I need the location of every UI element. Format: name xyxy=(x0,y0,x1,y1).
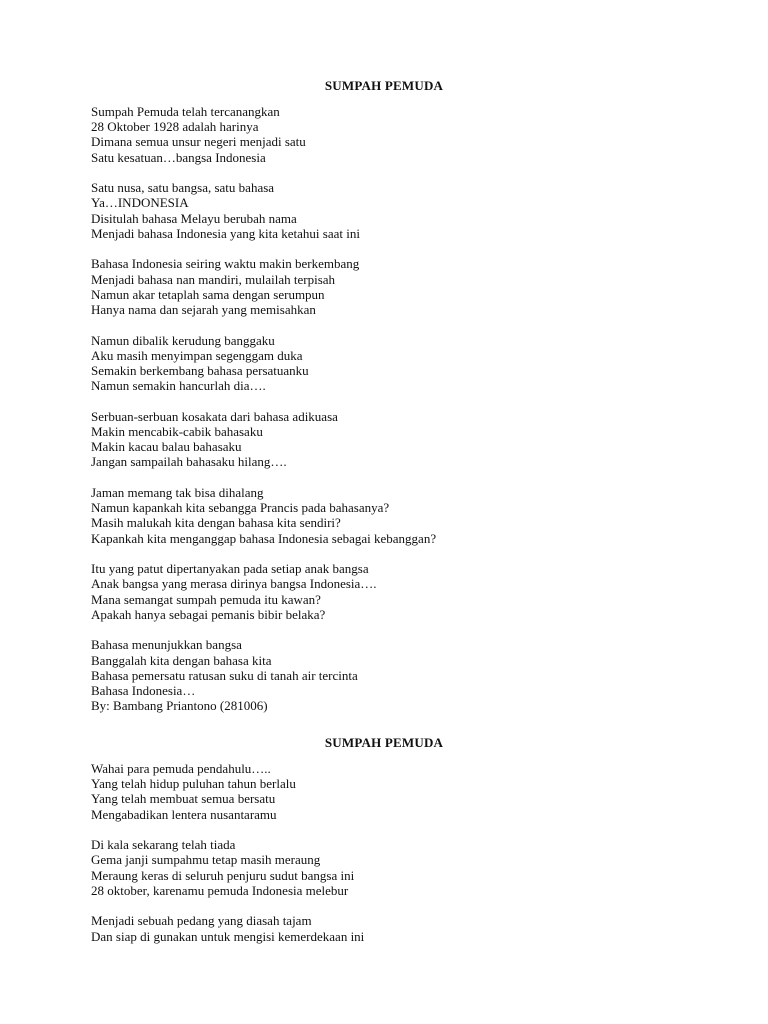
poem-line: Satu nusa, satu bangsa, satu bahasa xyxy=(91,180,275,196)
poem-line: Jangan sampailah bahasaku hilang…. xyxy=(91,454,287,470)
poem-line: Bahasa Indonesia seiring waktu makin berkembang xyxy=(91,256,360,272)
poem-line: Namun kapankah kita sebangga Prancis pada bahasanya? xyxy=(91,500,390,516)
poem-line: Bahasa pemersatu ratusan suku di tanah air tercinta xyxy=(91,667,358,683)
poem-line: Semakin berkembang bahasa persatuanku xyxy=(91,363,309,379)
poem-line: 28 oktober, karenamu pemuda Indonesia melebur xyxy=(91,882,349,898)
poem-line: Masih malukah kita dengan bahasa kita sendiri? xyxy=(91,515,341,531)
poem-line: Dan siap di gunakan untuk mengisi kemerdekaan ini xyxy=(91,928,365,944)
poem-line: Bahasa menunjukkan bangsa xyxy=(91,637,242,653)
poem-title: SUMPAH PEMUDA xyxy=(324,78,444,93)
poem-line: Wahai para pemuda pendahulu….. xyxy=(91,761,271,776)
poem-line: Menjadi bahasa Indonesia yang kita ketahui saat ini xyxy=(91,225,360,241)
stanza xyxy=(91,180,731,241)
stanza xyxy=(91,104,731,165)
poem-line: Makin mencabik-cabik bahasaku xyxy=(91,424,263,440)
poem-line: 28 Oktober 1928 adalah harinya xyxy=(91,119,259,135)
poem-line: Meraung keras di seluruh penjuru sudut bangsa ini xyxy=(91,867,355,883)
stanza xyxy=(91,333,731,394)
poem-line: Disitulah bahasa Melayu berubah nama xyxy=(91,210,297,226)
poem-line: Ya…INDONESIA xyxy=(91,195,189,211)
poem-line: Namun akar tetaplah sama dengan serumpun xyxy=(91,286,325,302)
poem-line: Apakah hanya sebagai pemanis bibir belaka? xyxy=(91,606,326,622)
poem-line: Menjadi sebuah pedang yang diasah tajam xyxy=(91,913,312,929)
stanza xyxy=(91,485,731,546)
poem-line: Dimana semua unsur negeri menjadi satu xyxy=(91,134,306,150)
poem-line: Namun semakin hancurlah dia…. xyxy=(91,378,266,394)
poem-line: Makin kacau balau bahasaku xyxy=(91,439,242,455)
poem-line: Hanya nama dan sejarah yang memisahkan xyxy=(91,302,316,318)
poem-line: Yang telah hidup puluhan tahun berlalu xyxy=(91,776,296,792)
poem-body xyxy=(91,761,731,959)
poem-line: Serbuan-serbuan kosakata dari bahasa adikuasa xyxy=(91,408,338,424)
poem-line: Yang telah membuat semua bersatu xyxy=(91,791,276,807)
poem-line: Satu kesatuan…bangsa Indonesia xyxy=(91,149,266,165)
poem-title: SUMPAH PEMUDA xyxy=(324,735,444,750)
stanza xyxy=(91,409,731,470)
stanza xyxy=(91,561,731,622)
poem-line: Di kala sekarang telah tiada xyxy=(91,837,236,853)
author-line: By: Bambang Priantono (281006) xyxy=(91,698,268,714)
stanza xyxy=(91,256,731,317)
poem-line: Anak bangsa yang merasa dirinya bangsa Indonesia…. xyxy=(91,576,377,592)
poem-line: Kapankah kita menganggap bahasa Indonesia sebagai kebanggan? xyxy=(91,530,437,546)
poem-line: Sumpah Pemuda telah tercanangkan xyxy=(91,104,280,119)
stanza xyxy=(91,637,731,713)
poem-line: Menjadi bahasa nan mandiri, mulailah terpisah xyxy=(91,271,336,287)
poem-line: Namun dibalik kerudung banggaku xyxy=(91,332,275,348)
poem-line: Gema janji sumpahmu tetap masih meraung xyxy=(91,852,321,868)
stanza xyxy=(91,837,731,898)
poem-line: Itu yang patut dipertanyakan pada setiap anak bangsa xyxy=(91,561,369,577)
poem-line: Jaman memang tak bisa dihalang xyxy=(91,485,264,501)
poem-body xyxy=(91,104,731,729)
poem-line: Mengabadikan lentera nusantaramu xyxy=(91,806,277,822)
poem-line: Aku masih menyimpan segenggam duka xyxy=(91,347,303,363)
poem-line: Bahasa Indonesia… xyxy=(91,683,196,699)
stanza xyxy=(91,761,731,822)
poem-line: Mana semangat sumpah pemuda itu kawan? xyxy=(91,591,321,607)
stanza xyxy=(91,913,731,943)
poem-line: Banggalah kita dengan bahasa kita xyxy=(91,652,272,668)
